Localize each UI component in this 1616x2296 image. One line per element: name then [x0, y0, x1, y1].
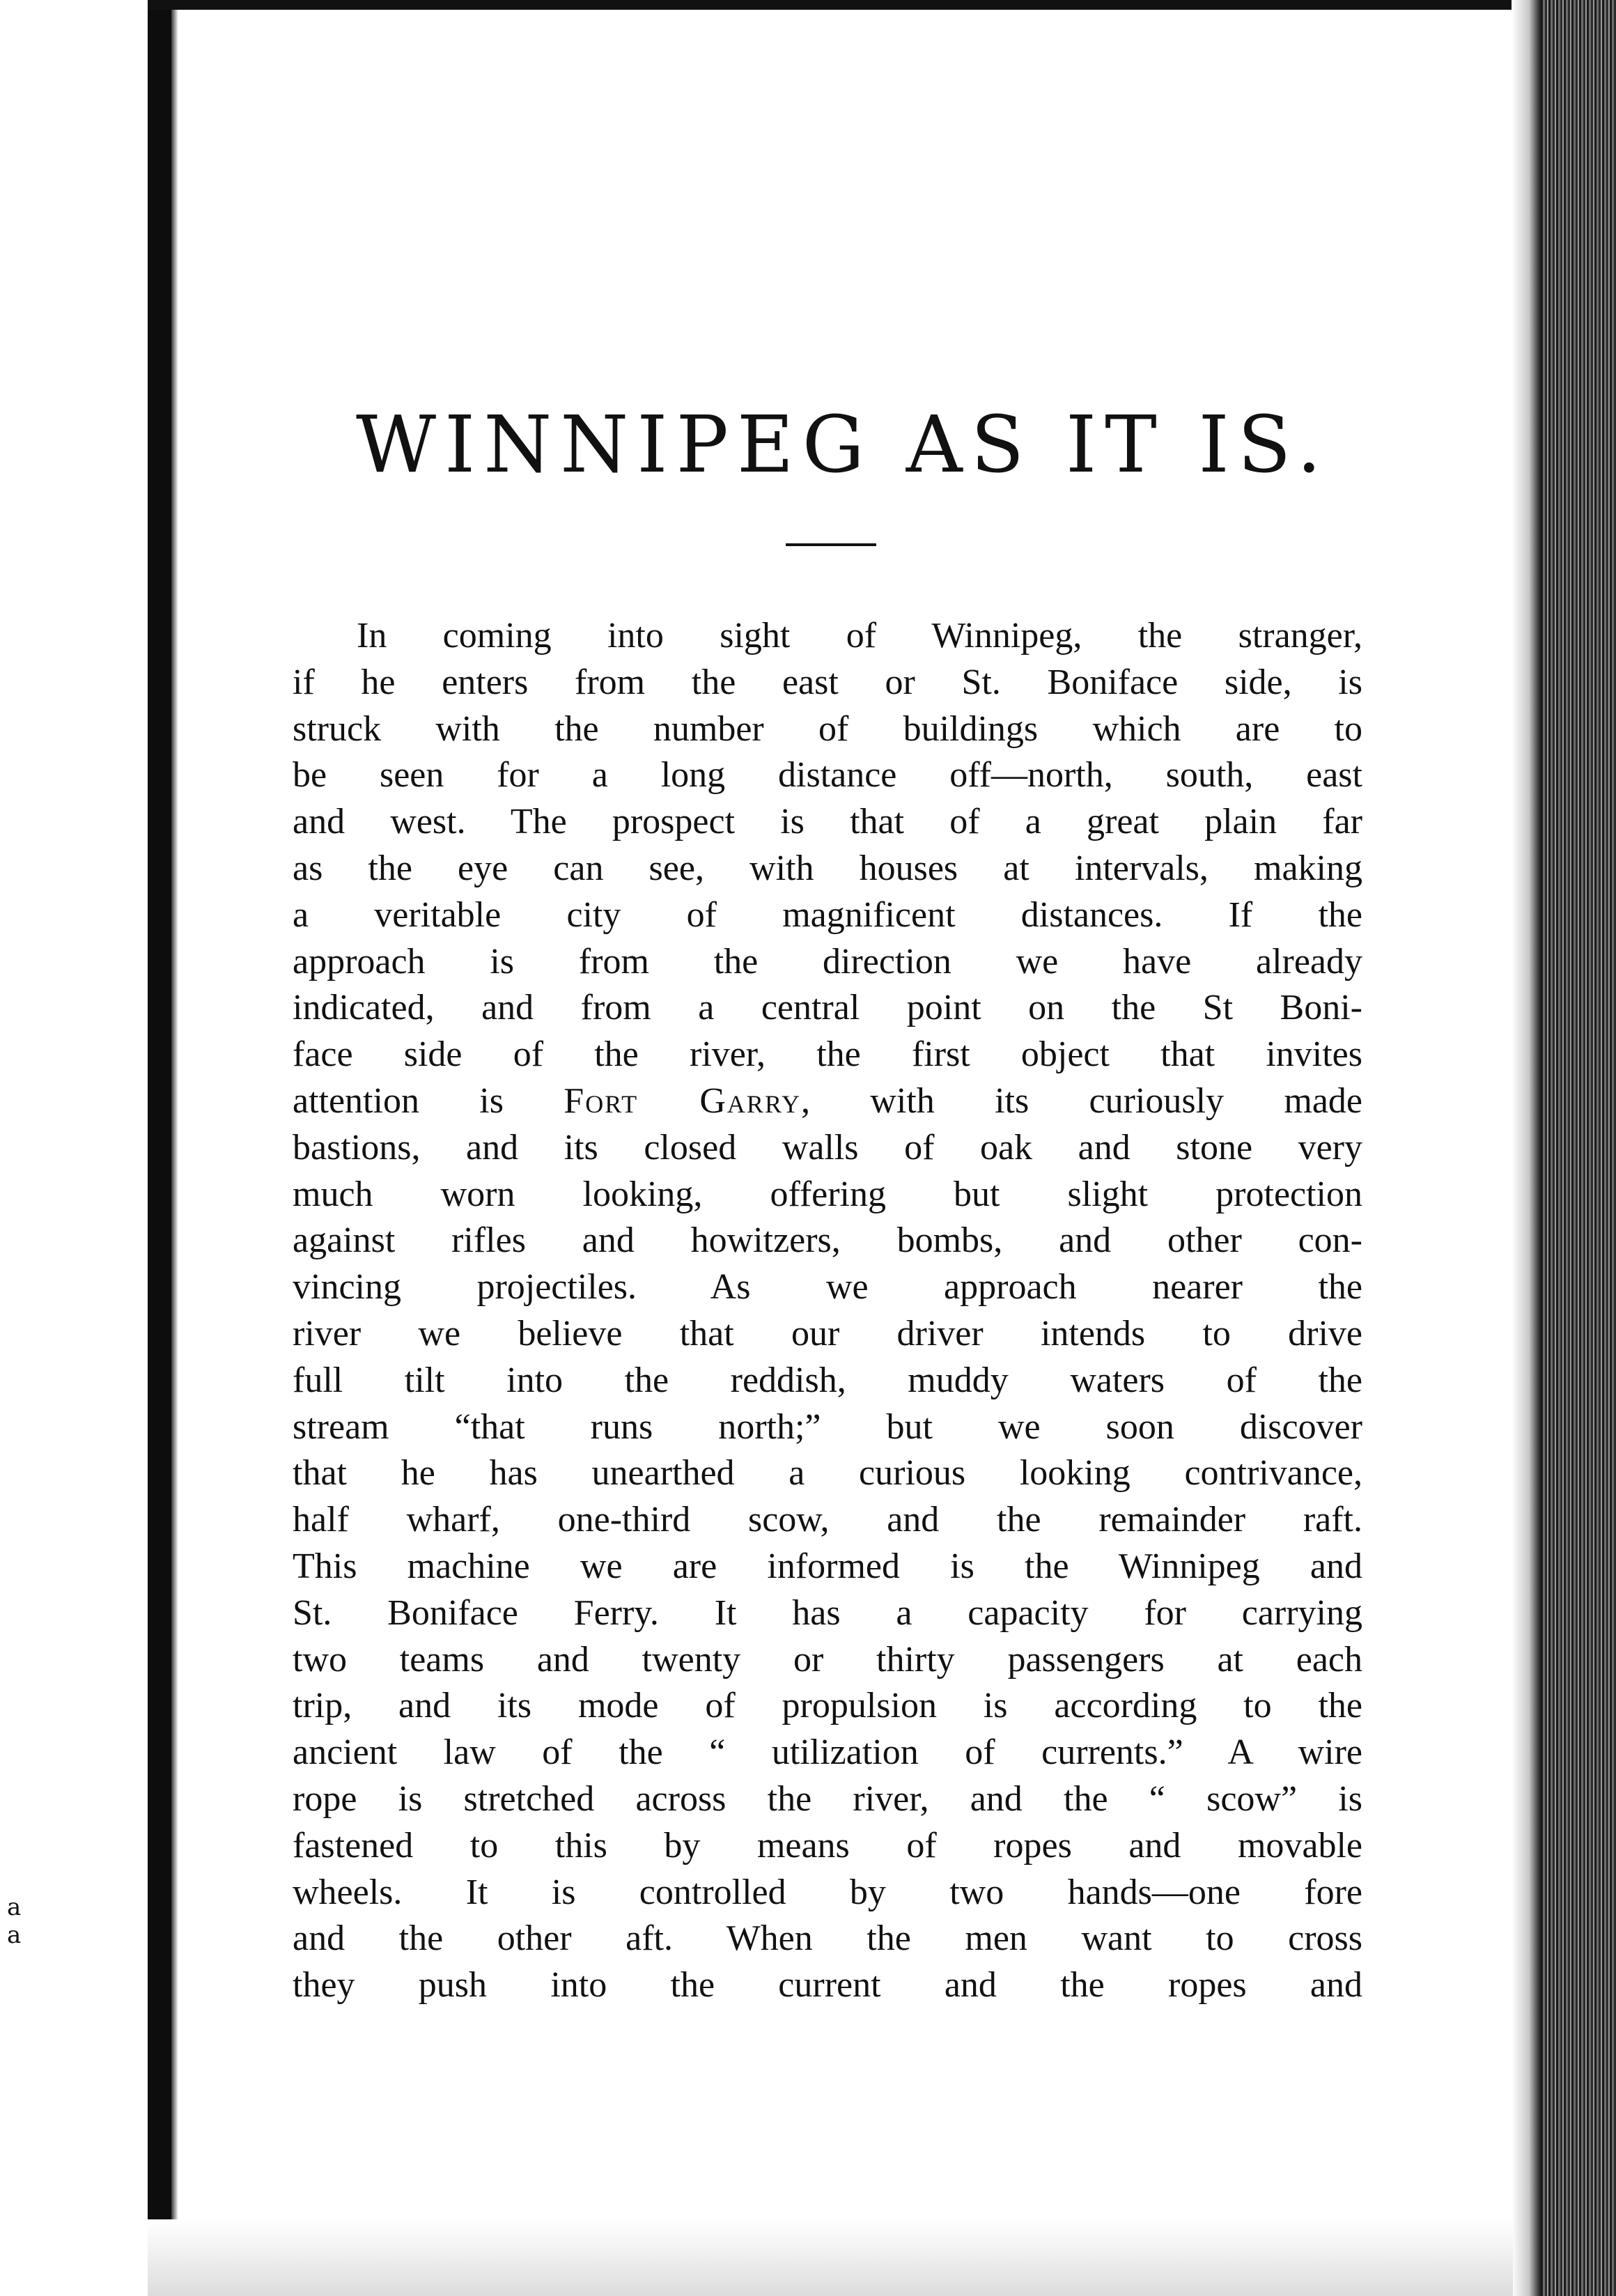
text-line: fastened to this by means of ropes and movable: [293, 1825, 1362, 1866]
book-page: [174, 10, 1512, 2219]
text-line: as the eye can see, with houses at intervals, making: [293, 848, 1362, 888]
top-edge-shadow: [148, 0, 1513, 10]
text-line: they push into the current and the ropes and: [293, 1965, 1362, 2006]
text-line: vincing projectiles. As we approach nearer the: [293, 1267, 1362, 1308]
text-line: two teams and twenty or thirty passengers at each: [293, 1639, 1362, 1680]
text-line: much worn looking, offering but slight protection: [293, 1174, 1362, 1214]
text-line: struck with the number of buildings which are to: [293, 708, 1362, 749]
text-line: bastions, and its closed walls of oak and stone very: [293, 1127, 1362, 1168]
bottom-edge-shadow: [148, 2219, 1513, 2296]
text-line: a veritable city of magnificent distances. If the: [293, 894, 1362, 935]
page-stack: [1541, 0, 1616, 2296]
text-line: half wharf, one-third scow, and the remainder raft.: [293, 1500, 1362, 1540]
text-line: rope is stretched across the river, and the “ scow” is: [293, 1778, 1362, 1819]
text-line: approach is from the direction we have already: [293, 941, 1362, 982]
text-line: wheels. It is controlled by two hands—one fore: [293, 1872, 1362, 1912]
text-line: be seen for a long distance off—north, south, east: [293, 755, 1362, 796]
text-line: stream “that runs north;” but we soon discover: [293, 1406, 1362, 1447]
text-line: This machine we are informed is the Winnipeg and: [293, 1546, 1362, 1586]
text-line: ancient law of the “ utilization of currents.” A wire: [293, 1732, 1362, 1773]
text-line: trip, and its mode of propulsion is according to the: [293, 1686, 1362, 1726]
left-margin: [0, 0, 148, 2296]
text-line: In coming into sight of Winnipeg, the stranger,: [357, 616, 1362, 656]
heading-rule: [786, 543, 876, 546]
text-line: and the other aft. When the men want to cross: [293, 1918, 1362, 1959]
text-line: full tilt into the reddish, muddy waters of the: [293, 1360, 1362, 1400]
text-line: if he enters from the east or St. Boniface side, is: [293, 662, 1362, 702]
text-line: and west. The prospect is that of a great plain far: [293, 802, 1362, 842]
text-line: that he has unearthed a curious looking contrivance,: [293, 1453, 1362, 1494]
text-line: against rifles and howitzers, bombs, and other con-: [293, 1220, 1362, 1261]
margin-letter-2: a: [7, 1921, 22, 1949]
text-line: indicated, and from a central point on the St Boni-: [293, 988, 1362, 1028]
chapter-heading: WINNIPEG AS IT IS.: [355, 400, 1330, 490]
text-line-fort-garry: [293, 1078, 1362, 1125]
book-spine-shadow: [148, 0, 171, 2296]
text-line: river we believe that our driver intends to drive: [293, 1313, 1362, 1353]
text-line: St. Boniface Ferry. It has a capacity for carrying: [293, 1592, 1362, 1633]
fort-garry-small-caps: Fort Garry: [564, 1080, 801, 1121]
text-line: face side of the river, the first object that invites: [293, 1034, 1362, 1075]
margin-letter-1: a: [7, 1893, 22, 1921]
body-paragraph: [293, 613, 1362, 2009]
text-fragment: , with its curiously made: [800, 1080, 1362, 1121]
page-edge-shadow: [1512, 0, 1541, 2296]
text-fragment: attention is: [293, 1080, 504, 1121]
